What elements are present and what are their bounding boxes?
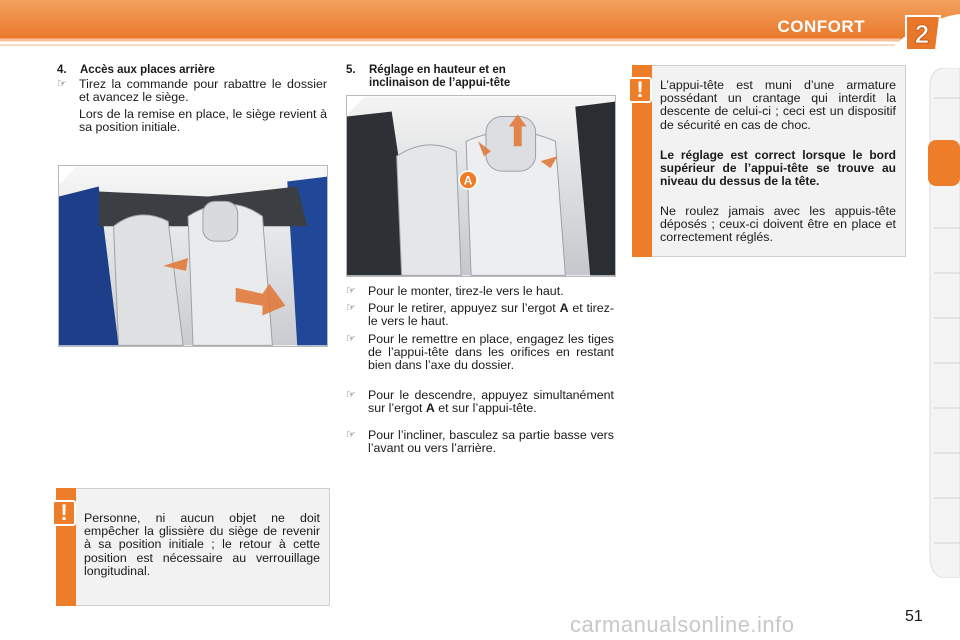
watermark: carmanualsonline.info bbox=[570, 612, 795, 637]
chapter-number: 2 bbox=[914, 19, 930, 49]
section-5-title-line-2: inclinaison de l’appui-tête bbox=[369, 77, 511, 89]
section-5-number: 5. bbox=[346, 64, 356, 76]
section-4-title: Accès aux places arrière bbox=[80, 64, 215, 76]
headrest-warning-text-2: Le réglage est correct lorsque le bord supérieur de l’appui-tête se trouve au niveau du dessus de la tête. bbox=[660, 148, 896, 189]
bullet-pointer-icon: ☞ bbox=[346, 429, 356, 441]
seat-rail-warning-text: Personne, ni aucun objet ne doit empêcher la glissière du siège de revenir à sa position initiale ; le retour à cette position est nécessaire au verrouillage longitudinal. bbox=[84, 511, 320, 578]
headrest-warning-text-3: Ne roulez jamais avec les appuis-tête déposés ; ceux-ci doivent être en place et correctement réglés. bbox=[660, 204, 896, 245]
section-4-note: Lors de la remise en place, le siège revient à sa position initiale. bbox=[79, 107, 327, 135]
section-5-title-line-1: Réglage en hauteur et en bbox=[369, 64, 506, 76]
bullet-pointer-icon: ☞ bbox=[346, 302, 356, 314]
bullet-pointer-icon: ☞ bbox=[57, 78, 67, 90]
chapter-number-badge bbox=[903, 13, 943, 53]
warning-exclamation-icon: ! bbox=[52, 500, 76, 526]
section-5-bullet-4-text: Pour le descendre, appuyez simultanément sur l’ergot A et sur l’appui-tête. bbox=[368, 388, 614, 416]
chapter-tab-rail bbox=[928, 68, 960, 578]
section-4-bullet-text: Tirez la commande pour rabattre le dossier et avancez le siège. bbox=[79, 77, 327, 105]
section-5-bullet-2-text: Pour le retirer, appuyez sur l’ergot A et tirez-le vers le haut. bbox=[368, 301, 614, 329]
section-5-bullet-3-text: Pour le remettre en place, engagez les tiges de l’appui-tête dans les orifices en restant bien dans l’axe du dossier. bbox=[368, 332, 614, 373]
bullet-pointer-icon: ☞ bbox=[346, 285, 356, 297]
bullet-pointer-icon: ☞ bbox=[346, 389, 356, 401]
chapter-title: CONFORT bbox=[777, 17, 865, 36]
page-number: 51 bbox=[905, 608, 923, 625]
seat-access-photo bbox=[58, 165, 328, 347]
section-5-bullet-1-text: Pour le monter, tirez-le vers le haut. bbox=[368, 284, 564, 298]
section-5-bullet-5-text: Pour l’incliner, basculez sa partie basse vers l’avant ou vers l’arrière. bbox=[368, 428, 614, 456]
headrest-warning-text-1: L’appui-tête est muni d’une armature possédant un crantage qui interdit la descente de celui-ci ; ceci est un dispositif de sécurité en cas de choc. bbox=[660, 78, 896, 132]
lug-a-label: A bbox=[463, 173, 473, 188]
active-chapter-tab bbox=[928, 140, 960, 186]
bullet-pointer-icon: ☞ bbox=[346, 333, 356, 345]
warning-exclamation-icon: ! bbox=[628, 77, 652, 103]
section-4-number: 4. bbox=[57, 64, 67, 76]
headrest-adjustment-photo bbox=[346, 95, 616, 277]
